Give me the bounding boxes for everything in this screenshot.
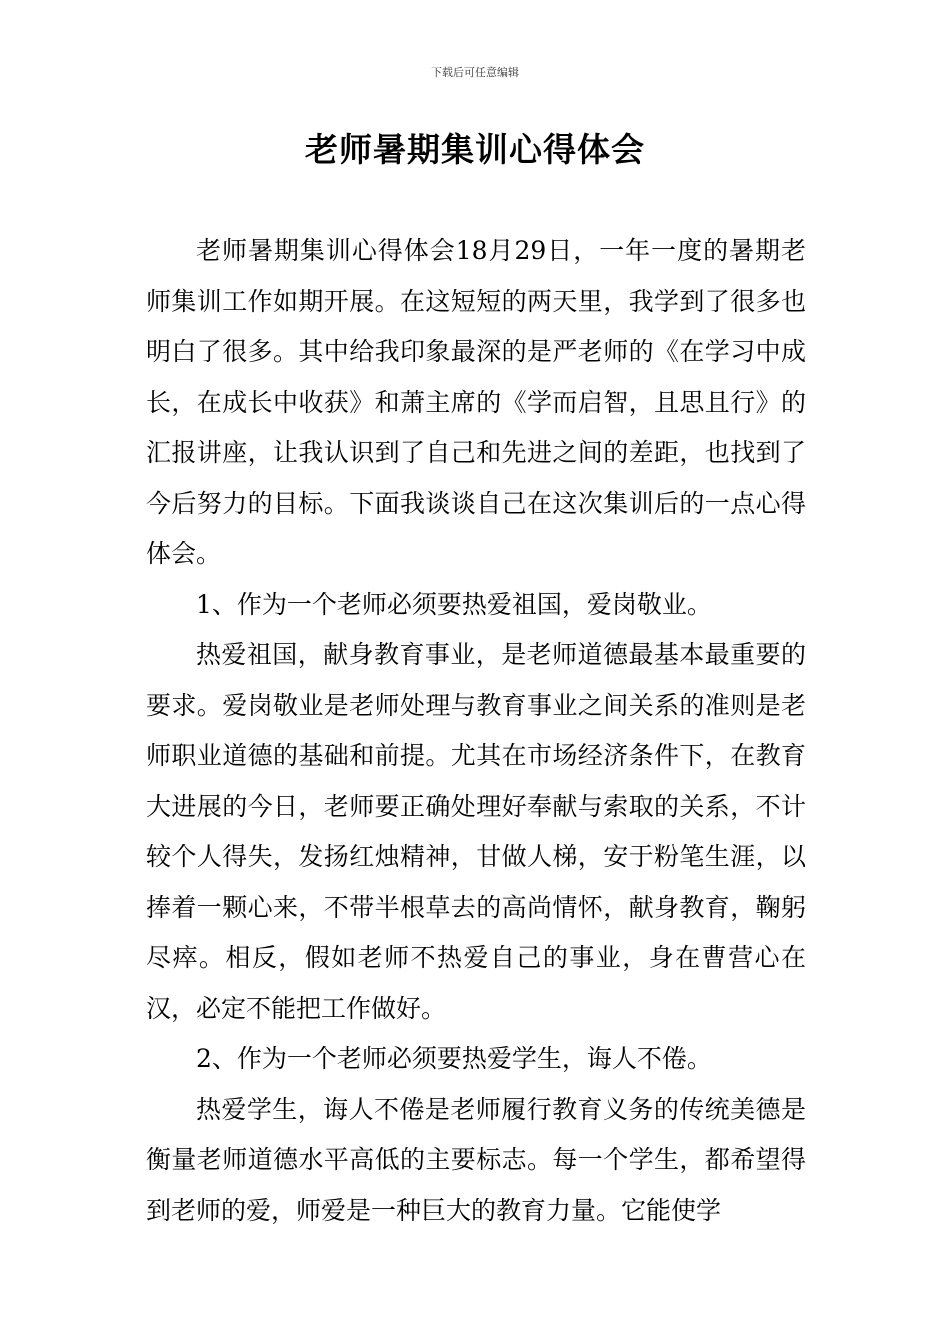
paragraph-point-2-body: 热爱学生，诲人不倦是老师履行教育义务的传统美德是衡量老师道德水平高低的主要标志。每一个学生，都希望得到老师的爱，师爱是一种巨大的教育力量。它能使学 [146, 1094, 806, 1225]
paragraph-point-1-heading: 1、作为一个老师必须要热爱祖国，爱岗敬业。 [196, 589, 712, 619]
paragraph-point-2-heading: 2、作为一个老师必须要热爱学生，诲人不倦。 [196, 1044, 712, 1073]
document-title: 老师暑期集训心得体会 [305, 130, 645, 169]
paragraph-intro: 老师暑期集训心得体会18月29日，一年一度的暑期老师集训工作如期开展。在这短短的两天里，我学到了很多也明白了很多。其中给我印象最深的是严老师的《在学习中成长，在成长中收获》和萧主席的《学而启智，且思且行》的汇报讲座，让我认识到了自己和先进之间的差距，也找到了今后努力的目标。下面我谈谈自己在这次集训后的一点心得体会。 [146, 236, 806, 568]
paragraph-point-1-body: 热爱祖国，献身教育事业，是老师道德最基本最重要的要求。爱岗敬业是老师处理与教育事业之间关系的准则是老师职业道德的基础和前提。尤其在市场经济条件下，在教育大进展的今日，老师要正确处理好奉献与索取的关系，不计较个人得失，发扬红烛精神，甘做人梯，安于粉笔生涯，以捧着一颗心来，不带半根草去的高尚情怀，献身教育，鞠躬尽瘁。相反，假如老师不热爱自己的事业，身在曹营心在汉，必定不能把工作做好。 [146, 640, 806, 1023]
document-body [146, 226, 806, 1236]
header-note: 下载后可任意编辑 [431, 66, 519, 79]
